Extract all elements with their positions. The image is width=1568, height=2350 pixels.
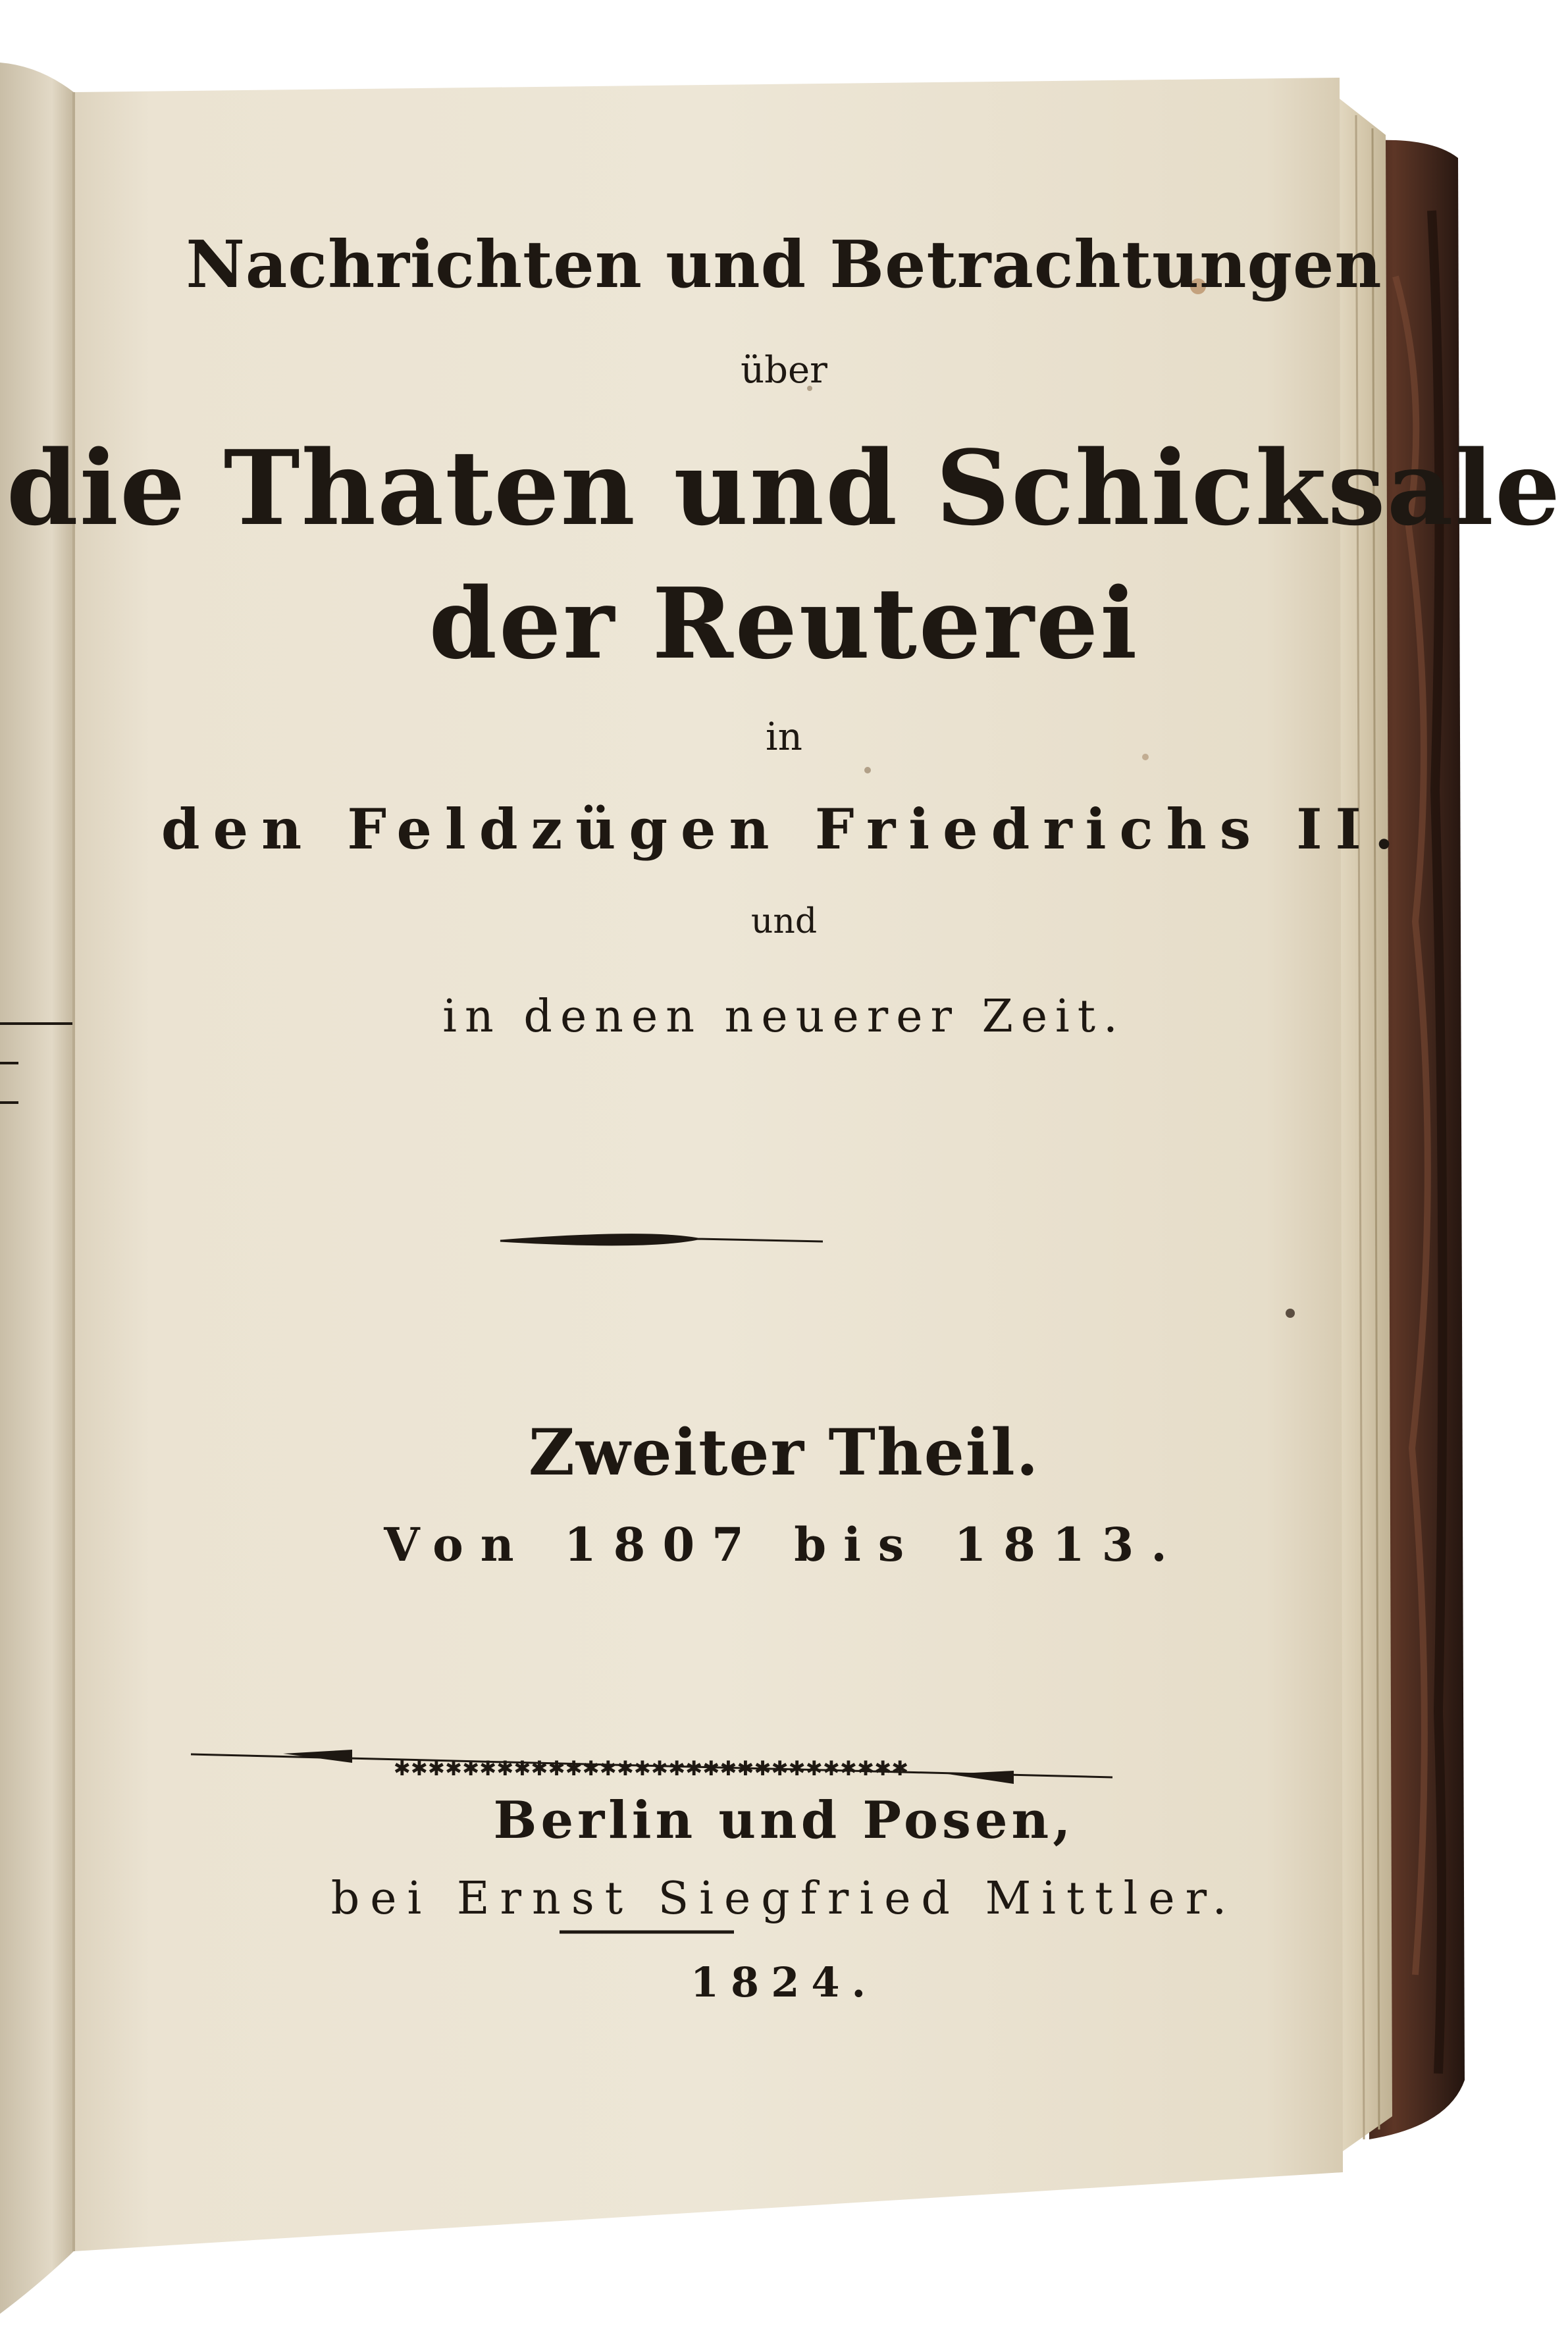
title-line-und: und — [750, 902, 818, 941]
title-line-reuterei: der Reuterei — [429, 566, 1139, 681]
publisher-name: bei Ernst Siegfried Mittler. — [330, 1873, 1238, 1925]
title-line-ueber: über — [741, 349, 827, 392]
title-line-feldzuegen: den Feldzügen Friedrichs II. — [161, 796, 1407, 862]
title-line-nachrichten: Nachrichten und Betrachtungen — [186, 227, 1382, 303]
title-line-neuerer-zeit: in denen neuerer Zeit. — [442, 991, 1126, 1043]
svg-text:✱✱✱✱✱✱✱✱✱✱✱✱✱✱✱✱✱✱✱✱✱✱✱✱✱✱✱✱✱✱: ✱✱✱✱✱✱✱✱✱✱✱✱✱✱✱✱✱✱✱✱✱✱✱✱✱✱✱✱✱✱ — [394, 1752, 910, 1782]
period-label: Von 1807 bis 1813. — [384, 1517, 1184, 1572]
publication-year: 1824. — [690, 1958, 878, 2006]
volume-label: Zweiter Theil. — [528, 1415, 1040, 1490]
publisher-place: Berlin und Posen, — [493, 1790, 1075, 1850]
title-line-thaten: die Thaten und Schicksale — [6, 428, 1562, 548]
title-line-in: in — [766, 714, 802, 759]
